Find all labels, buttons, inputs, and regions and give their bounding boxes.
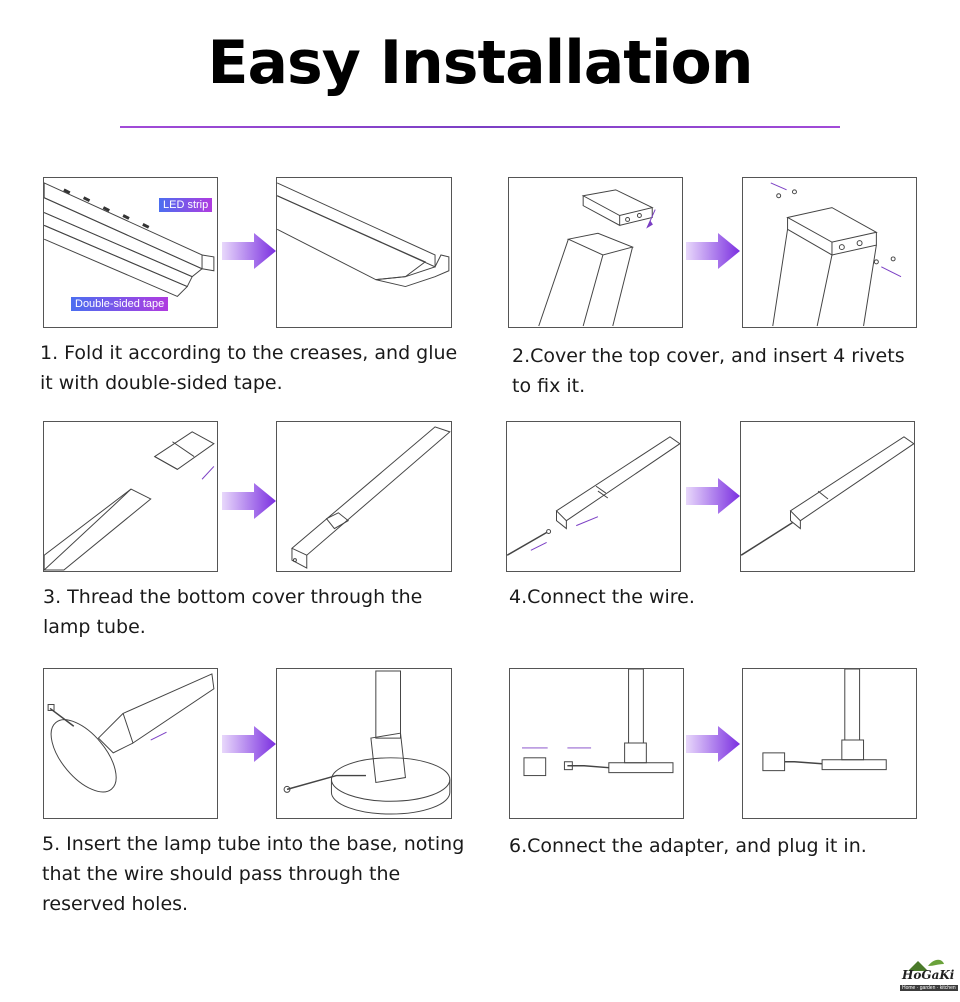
arrow-right-icon bbox=[222, 233, 276, 269]
caption-line: to fix it. bbox=[512, 375, 586, 397]
caption-line: 3. Thread the bottom cover through the bbox=[43, 586, 423, 608]
step5-after-illustration bbox=[276, 668, 452, 819]
step2-before-illustration bbox=[508, 177, 683, 328]
step6-caption bbox=[509, 831, 867, 861]
step3-before-illustration bbox=[43, 421, 218, 572]
page-title: Easy Installation bbox=[207, 28, 753, 98]
step1-after-illustration bbox=[276, 177, 452, 328]
arrow-right-icon bbox=[686, 726, 740, 762]
step5-caption bbox=[42, 829, 464, 919]
double-sided-tape-label: Double-sided tape bbox=[71, 297, 168, 311]
caption-line: reserved holes. bbox=[42, 893, 189, 915]
caption-line: 1. Fold it according to the creases, and glue bbox=[40, 342, 458, 364]
caption-line: 5. Insert the lamp tube into the base, noting bbox=[42, 833, 465, 855]
step3-after-illustration bbox=[276, 421, 452, 572]
step4-caption bbox=[509, 582, 695, 612]
step2-caption bbox=[512, 341, 905, 401]
step3-caption bbox=[43, 582, 422, 642]
led-strip-label: LED strip bbox=[159, 198, 212, 212]
step5-before-illustration bbox=[43, 668, 218, 819]
caption-line: 6.Connect the adapter, and plug it in. bbox=[509, 835, 867, 857]
step1-caption bbox=[40, 338, 457, 398]
caption-line: 4.Connect the wire. bbox=[509, 586, 695, 608]
arrow-right-icon bbox=[686, 478, 740, 514]
arrow-right-icon bbox=[222, 726, 276, 762]
arrow-right-icon bbox=[222, 483, 276, 519]
caption-line: lamp tube. bbox=[43, 616, 146, 638]
step6-after-illustration bbox=[742, 668, 917, 819]
title-divider bbox=[120, 126, 840, 128]
caption-line: it with double-sided tape. bbox=[40, 372, 283, 394]
brand-logo: HoGaKi Home · garden · kitchen bbox=[898, 968, 958, 1000]
step4-before-illustration bbox=[506, 421, 681, 572]
arrow-right-icon bbox=[686, 233, 740, 269]
step6-before-illustration bbox=[509, 668, 684, 819]
step4-after-illustration bbox=[740, 421, 915, 572]
step2-after-illustration bbox=[742, 177, 917, 328]
step1-before-illustration bbox=[43, 177, 218, 328]
caption-line: that the wire should pass through the bbox=[42, 863, 401, 885]
caption-line: 2.Cover the top cover, and insert 4 rivets bbox=[512, 345, 905, 367]
